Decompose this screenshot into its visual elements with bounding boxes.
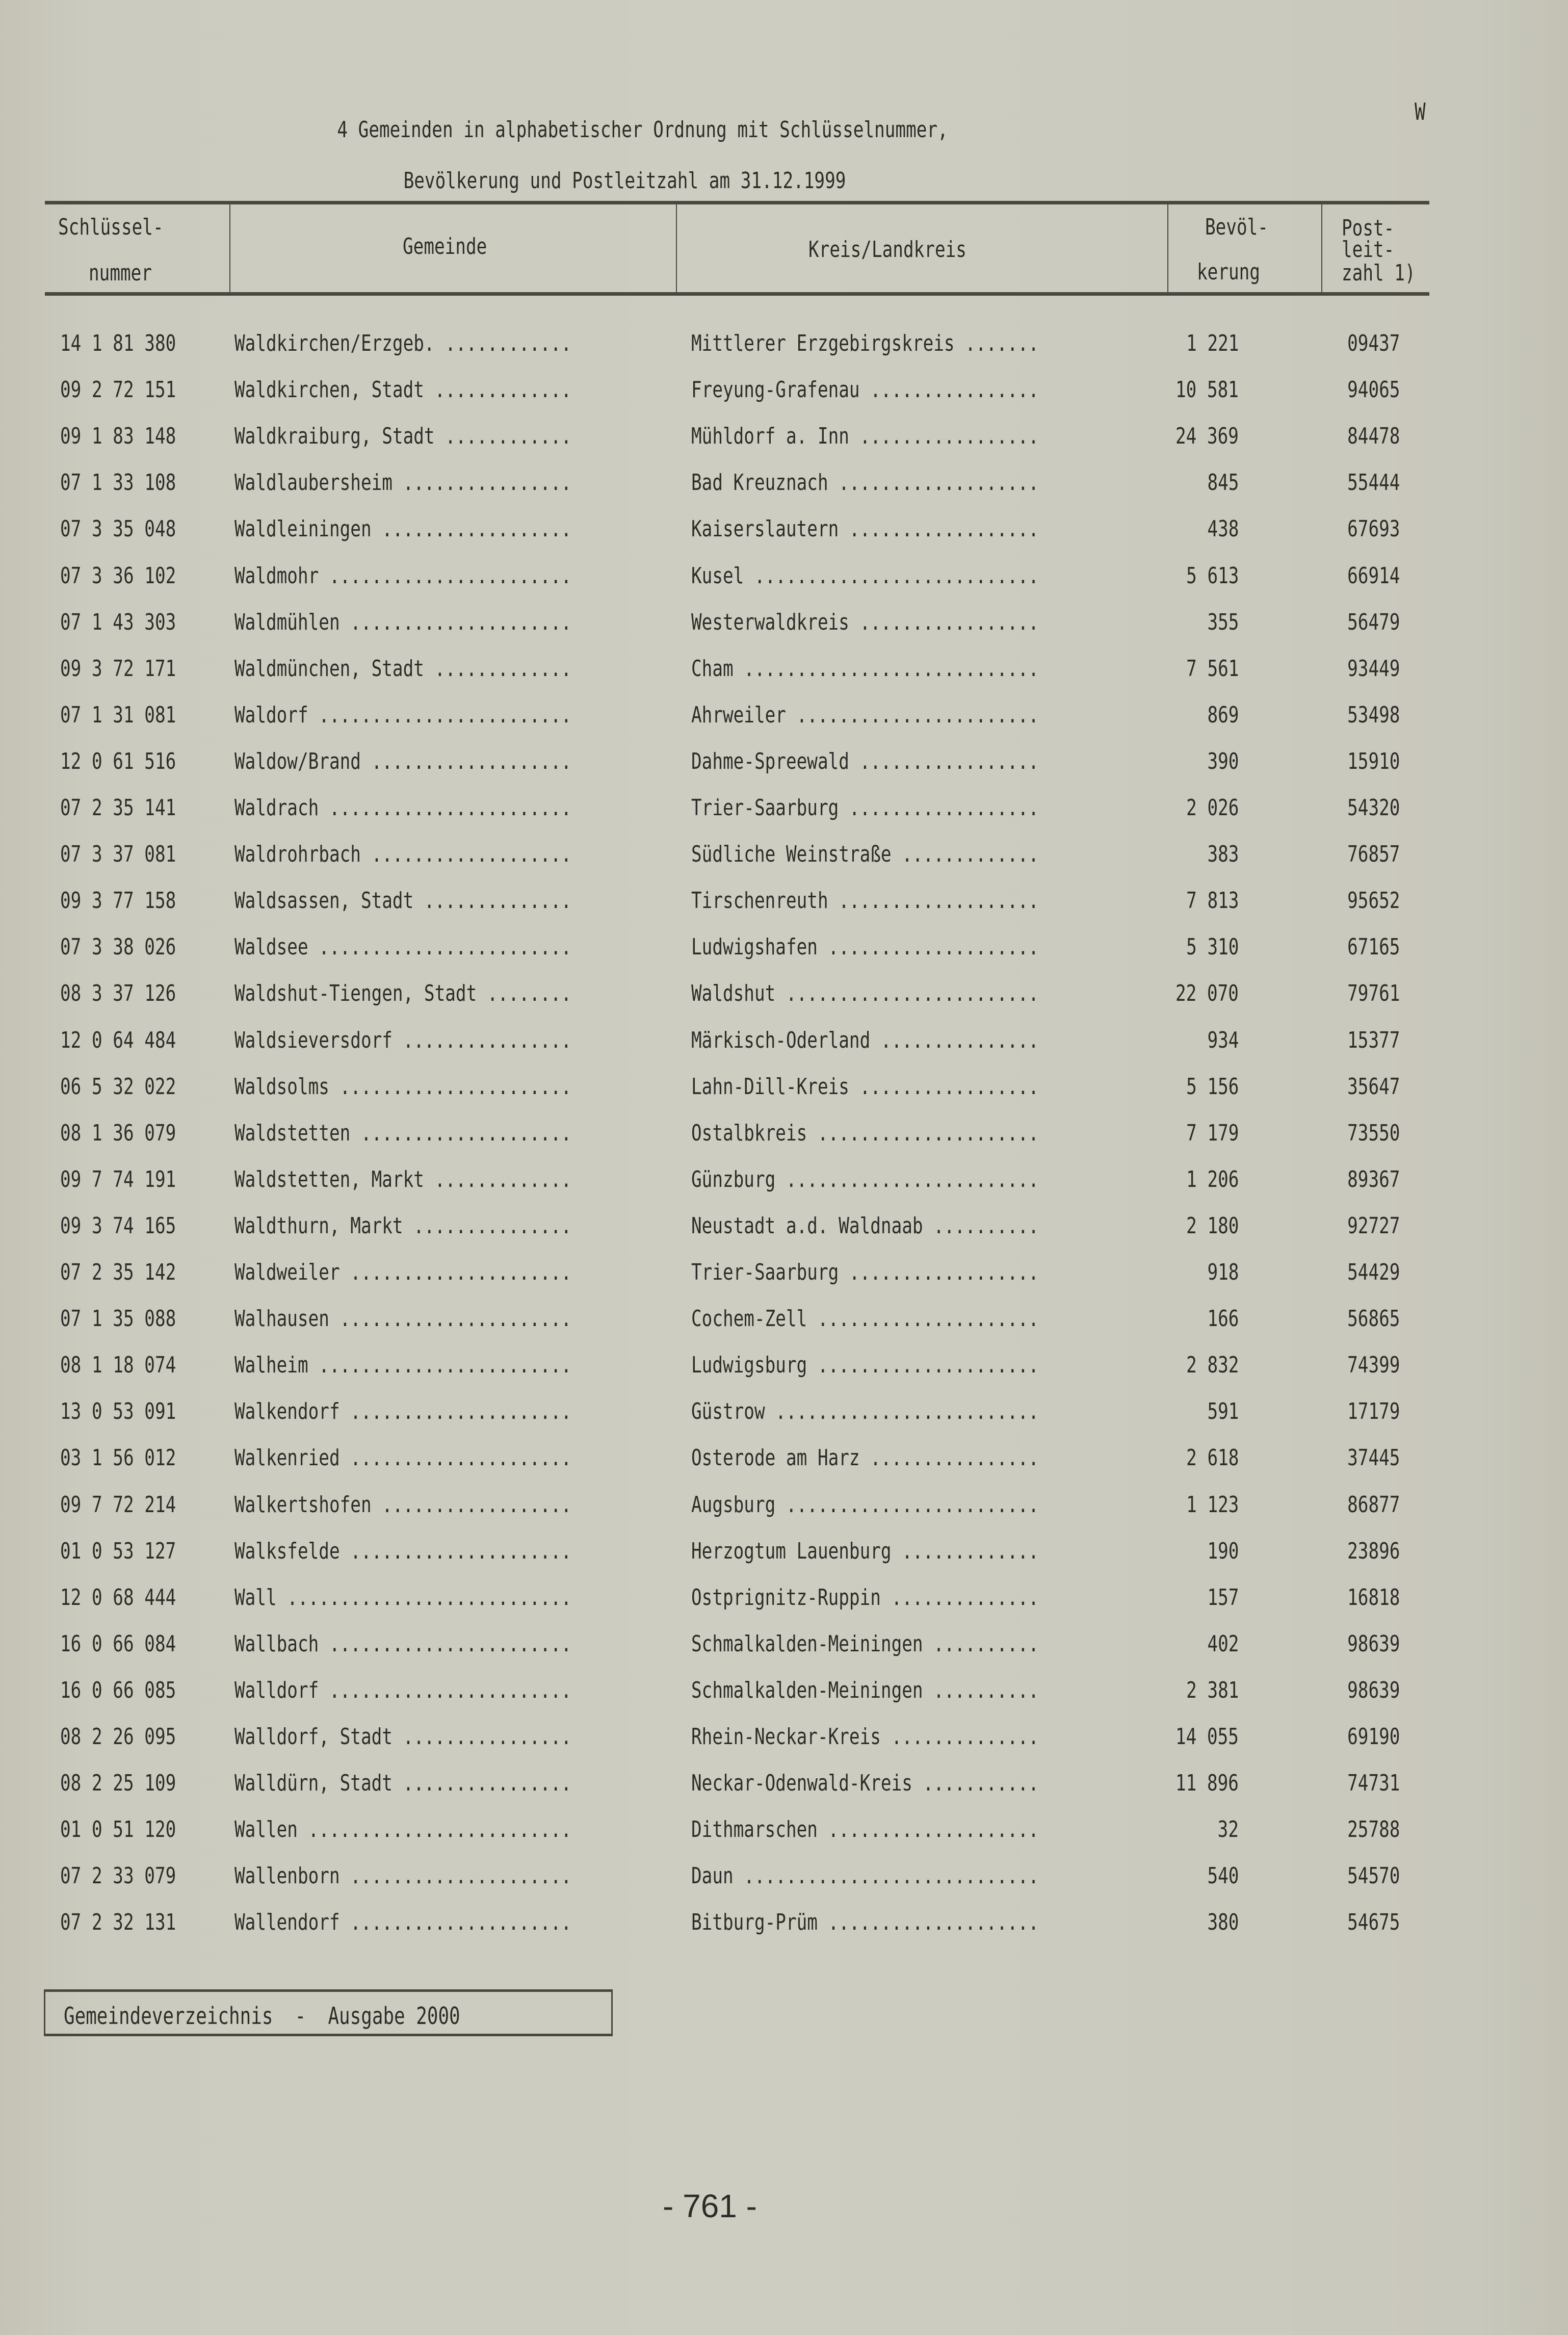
postleitzahl-value: 25788 xyxy=(1347,1817,1400,1843)
schluesselnummer-cell: 07 2 33 079 xyxy=(60,1863,176,1889)
bevoelkerung-value: 5 310 xyxy=(1186,934,1239,961)
schluesselnummer-cell: 07 3 38 026 xyxy=(60,934,176,961)
bevoelkerung-value: 157 xyxy=(1207,1584,1239,1611)
postleitzahl-value: 94065 xyxy=(1347,377,1400,403)
schluesselnummer-cell: 07 1 43 303 xyxy=(60,609,176,635)
kreis-cell: Kusel ........................... xyxy=(691,562,1039,589)
table-row xyxy=(0,793,1568,823)
table-row xyxy=(0,561,1568,591)
kreis-cell: Augsburg ........................ xyxy=(691,1491,1039,1518)
postleitzahl-value: 74731 xyxy=(1347,1770,1400,1797)
schluesselnummer-cell: 08 2 25 109 xyxy=(60,1770,176,1797)
page-title xyxy=(316,92,948,219)
table-row xyxy=(0,1722,1568,1752)
title-line-1: 4 Gemeinden in alphabetischer Ordnung mit Schlüsselnummer, xyxy=(337,117,948,143)
kreis-cell: Freyung-Grafenau ................ xyxy=(691,377,1039,403)
kreis-cell: Daun ............................ xyxy=(691,1863,1039,1889)
kreis-cell: Ludwigshafen .................... xyxy=(691,934,1039,961)
bevoelkerung-value: 166 xyxy=(1207,1306,1239,1332)
table-row xyxy=(0,1582,1568,1613)
header-schluesselnummer: Schlüssel- nummer xyxy=(45,204,230,292)
postleitzahl-value: 95652 xyxy=(1347,888,1400,914)
gemeinde-cell: Walldorf ....................... xyxy=(234,1677,572,1703)
table-row xyxy=(0,1396,1568,1427)
gemeinde-cell: Walhausen ...................... xyxy=(234,1306,572,1332)
table-row xyxy=(0,1350,1568,1381)
bevoelkerung-value: 7 561 xyxy=(1186,655,1239,682)
table-row xyxy=(0,1072,1568,1102)
gemeinde-cell: Waldow/Brand ................... xyxy=(234,748,572,774)
postleitzahl-value: 56479 xyxy=(1347,609,1400,635)
bevoelkerung-value: 5 156 xyxy=(1186,1073,1239,1100)
schluesselnummer-cell: 07 3 36 102 xyxy=(60,562,176,589)
bevoelkerung-value: 845 xyxy=(1207,470,1239,496)
bevoelkerung-value: 934 xyxy=(1207,1027,1239,1053)
schluesselnummer-cell: 09 3 72 171 xyxy=(60,655,176,682)
table-row xyxy=(0,1814,1568,1845)
gemeinde-cell: Waldstetten, Markt ............. xyxy=(234,1166,572,1192)
table-row xyxy=(0,328,1568,359)
table-row xyxy=(0,375,1568,405)
header-gemeinde: Gemeinde xyxy=(229,204,677,292)
bevoelkerung-value: 1 123 xyxy=(1186,1491,1239,1518)
header-bevoelkerung: Bevöl- kerung xyxy=(1167,204,1322,292)
gemeinde-cell: Waldmohr ....................... xyxy=(234,562,572,589)
postleitzahl-value: 54675 xyxy=(1347,1909,1400,1936)
postleitzahl-value: 84478 xyxy=(1347,423,1400,450)
table-row xyxy=(0,1675,1568,1706)
kreis-cell: Ahrweiler ....................... xyxy=(691,702,1039,728)
kreis-cell: Trier-Saarburg .................. xyxy=(691,1259,1039,1285)
kreis-cell: Schmalkalden-Meiningen .......... xyxy=(691,1677,1039,1703)
gemeinde-cell: Waldstetten .................... xyxy=(234,1120,572,1146)
kreis-cell: Lahn-Dill-Kreis ................. xyxy=(691,1073,1039,1100)
page-number: - 761 - xyxy=(663,2188,757,2224)
gemeinde-cell: Waldlaubersheim ................ xyxy=(234,470,572,496)
schluesselnummer-cell: 07 1 33 108 xyxy=(60,470,176,496)
gemeinde-cell: Waldshut-Tiengen, Stadt ........ xyxy=(234,980,572,1007)
bevoelkerung-value: 869 xyxy=(1207,702,1239,728)
schluesselnummer-cell: 07 1 35 088 xyxy=(60,1306,176,1332)
kreis-cell: Bitburg-Prüm .................... xyxy=(691,1909,1039,1936)
table-row xyxy=(0,746,1568,777)
schluesselnummer-cell: 09 7 72 214 xyxy=(60,1491,176,1518)
table-row xyxy=(0,1536,1568,1567)
bevoelkerung-value: 380 xyxy=(1207,1909,1239,1936)
gemeinde-cell: Wallenborn ..................... xyxy=(234,1863,572,1889)
bevoelkerung-value: 540 xyxy=(1207,1863,1239,1889)
bevoelkerung-value: 390 xyxy=(1207,748,1239,774)
postleitzahl-value: 89367 xyxy=(1347,1166,1400,1192)
gemeinde-cell: Walldorf, Stadt ................ xyxy=(234,1724,572,1750)
schluesselnummer-cell: 09 3 74 165 xyxy=(60,1212,176,1239)
bevoelkerung-value: 11 896 xyxy=(1175,1770,1239,1797)
gemeinde-cell: Waldthurn, Markt ............... xyxy=(234,1212,572,1239)
bevoelkerung-value: 1 221 xyxy=(1186,330,1239,356)
schluesselnummer-cell: 14 1 81 380 xyxy=(60,330,176,356)
bevoelkerung-value: 7 179 xyxy=(1186,1120,1239,1146)
postleitzahl-value: 35647 xyxy=(1347,1073,1400,1100)
postleitzahl-value: 98639 xyxy=(1347,1677,1400,1703)
table-row xyxy=(0,514,1568,544)
table-row xyxy=(0,1257,1568,1288)
gemeinde-cell: Waldsolms ...................... xyxy=(234,1073,572,1100)
bevoelkerung-value: 7 813 xyxy=(1186,888,1239,914)
schluesselnummer-cell: 12 0 64 484 xyxy=(60,1027,176,1053)
bevoelkerung-value: 24 369 xyxy=(1175,423,1239,450)
schluesselnummer-cell: 07 2 35 141 xyxy=(60,795,176,821)
schluesselnummer-cell: 07 1 31 081 xyxy=(60,702,176,728)
bevoelkerung-value: 918 xyxy=(1207,1259,1239,1285)
gemeinde-cell: Waldrohrbach ................... xyxy=(234,841,572,868)
kreis-cell: Ostalbkreis ..................... xyxy=(691,1120,1039,1146)
gemeinde-cell: Walkendorf ..................... xyxy=(234,1398,572,1425)
postleitzahl-value: 74399 xyxy=(1347,1352,1400,1379)
section-letter: W xyxy=(1415,98,1426,125)
postleitzahl-value: 67693 xyxy=(1347,516,1400,542)
postleitzahl-value: 17179 xyxy=(1347,1398,1400,1425)
gemeinde-cell: Waldsieversdorf ................ xyxy=(234,1027,572,1053)
table-row xyxy=(0,1118,1568,1149)
table-row xyxy=(0,1211,1568,1241)
gemeinde-cell: Wallbach ....................... xyxy=(234,1630,572,1657)
schluesselnummer-cell: 07 2 35 142 xyxy=(60,1259,176,1285)
table-row xyxy=(0,1025,1568,1056)
postleitzahl-value: 55444 xyxy=(1347,470,1400,496)
postleitzahl-value: 15377 xyxy=(1347,1027,1400,1053)
table-row xyxy=(0,1768,1568,1799)
postleitzahl-value: 73550 xyxy=(1347,1120,1400,1146)
bevoelkerung-value: 2 832 xyxy=(1186,1352,1239,1379)
gemeinde-cell: Wallendorf ..................... xyxy=(234,1909,572,1936)
schluesselnummer-cell: 01 0 51 120 xyxy=(60,1817,176,1843)
table-row xyxy=(0,1490,1568,1520)
kreis-cell: Ludwigsburg ..................... xyxy=(691,1352,1039,1379)
table-row xyxy=(0,1907,1568,1938)
table-row xyxy=(0,978,1568,1009)
bevoelkerung-value: 10 581 xyxy=(1175,377,1239,403)
postleitzahl-value: 56865 xyxy=(1347,1306,1400,1332)
gemeinde-cell: Waldweiler ..................... xyxy=(234,1259,572,1285)
table-row xyxy=(0,468,1568,498)
postleitzahl-value: 15910 xyxy=(1347,748,1400,774)
gemeinde-cell: Waldkirchen/Erzgeb. ............ xyxy=(234,330,572,356)
table-row xyxy=(0,1861,1568,1891)
schluesselnummer-cell: 01 0 53 127 xyxy=(60,1538,176,1564)
schluesselnummer-cell: 08 3 37 126 xyxy=(60,980,176,1007)
bevoelkerung-value: 14 055 xyxy=(1175,1724,1239,1750)
schluesselnummer-cell: 09 3 77 158 xyxy=(60,888,176,914)
kreis-cell: Westerwaldkreis ................. xyxy=(691,609,1039,635)
kreis-cell: Dahme-Spreewald ................. xyxy=(691,748,1039,774)
bevoelkerung-value: 383 xyxy=(1207,841,1239,868)
kreis-cell: Dithmarschen .................... xyxy=(691,1817,1039,1843)
schluesselnummer-cell: 09 2 72 151 xyxy=(60,377,176,403)
title-line-2: Bevölkerung und Postleitzahl am 31.12.1999 xyxy=(403,168,846,194)
gemeinde-cell: Waldkirchen, Stadt ............. xyxy=(234,377,572,403)
table-row xyxy=(0,421,1568,452)
schluesselnummer-cell: 08 2 26 095 xyxy=(60,1724,176,1750)
kreis-cell: Osterode am Harz ................ xyxy=(691,1445,1039,1471)
kreis-cell: Waldshut ........................ xyxy=(691,980,1039,1007)
header-postleitzahl: Post- leit- zahl 1) xyxy=(1342,215,1416,286)
kreis-cell: Günzburg ........................ xyxy=(691,1166,1039,1192)
postleitzahl-value: 79761 xyxy=(1347,980,1400,1007)
postleitzahl-value: 53498 xyxy=(1347,702,1400,728)
bevoelkerung-value: 2 180 xyxy=(1186,1212,1239,1239)
kreis-cell: Mittlerer Erzgebirgskreis ....... xyxy=(691,330,1039,356)
schluesselnummer-cell: 03 1 56 012 xyxy=(60,1445,176,1471)
kreis-cell: Güstrow ......................... xyxy=(691,1398,1039,1425)
gemeinde-cell: Walksfelde ..................... xyxy=(234,1538,572,1564)
gemeinde-cell: Waldkraiburg, Stadt ............ xyxy=(234,423,572,450)
table-header xyxy=(45,201,1429,296)
kreis-cell: Schmalkalden-Meiningen .......... xyxy=(691,1630,1039,1657)
schluesselnummer-cell: 08 1 18 074 xyxy=(60,1352,176,1379)
kreis-cell: Mühldorf a. Inn ................. xyxy=(691,423,1039,450)
bevoelkerung-value: 438 xyxy=(1207,516,1239,542)
kreis-cell: Tirschenreuth ................... xyxy=(691,888,1039,914)
postleitzahl-value: 23896 xyxy=(1347,1538,1400,1564)
postleitzahl-value: 76857 xyxy=(1347,841,1400,868)
schluesselnummer-cell: 07 2 32 131 xyxy=(60,1909,176,1936)
bevoelkerung-value: 5 613 xyxy=(1186,562,1239,589)
schluesselnummer-cell: 07 3 35 048 xyxy=(60,516,176,542)
gemeinde-cell: Walkenried ..................... xyxy=(234,1445,572,1471)
table-row xyxy=(0,654,1568,684)
kreis-cell: Rhein-Neckar-Kreis .............. xyxy=(691,1724,1039,1750)
gemeinde-cell: Waldmünchen, Stadt ............. xyxy=(234,655,572,682)
gemeinde-cell: Walheim ........................ xyxy=(234,1352,572,1379)
gemeinde-cell: Wall ........................... xyxy=(234,1584,572,1611)
gemeinde-cell: Waldmühlen ..................... xyxy=(234,609,572,635)
gemeinde-cell: Walldürn, Stadt ................ xyxy=(234,1770,572,1797)
table-row xyxy=(0,932,1568,963)
postleitzahl-value: 54429 xyxy=(1347,1259,1400,1285)
kreis-cell: Bad Kreuznach ................... xyxy=(691,470,1039,496)
publication-label: Gemeindeverzeichnis - Ausgabe 2000 xyxy=(64,2002,460,2030)
kreis-cell: Trier-Saarburg .................. xyxy=(691,795,1039,821)
postleitzahl-value: 92727 xyxy=(1347,1212,1400,1239)
postleitzahl-value: 54570 xyxy=(1347,1863,1400,1889)
postleitzahl-value: 66914 xyxy=(1347,562,1400,589)
gemeinde-cell: Waldorf ........................ xyxy=(234,702,572,728)
gemeinde-cell: Walkertshofen .................. xyxy=(234,1491,572,1518)
schluesselnummer-cell: 12 0 68 444 xyxy=(60,1584,176,1611)
gemeinde-cell: Waldleiningen .................. xyxy=(234,516,572,542)
postleitzahl-value: 54320 xyxy=(1347,795,1400,821)
header-kreis: Kreis/Landkreis xyxy=(676,204,1168,292)
bevoelkerung-value: 1 206 xyxy=(1186,1166,1239,1192)
table-row xyxy=(0,1164,1568,1195)
schluesselnummer-cell: 12 0 61 516 xyxy=(60,748,176,774)
bevoelkerung-value: 22 070 xyxy=(1175,980,1239,1007)
postleitzahl-value: 16818 xyxy=(1347,1584,1400,1611)
postleitzahl-value: 93449 xyxy=(1347,655,1400,682)
gemeinde-cell: Waldsee ........................ xyxy=(234,934,572,961)
bevoelkerung-value: 402 xyxy=(1207,1630,1239,1657)
schluesselnummer-cell: 07 3 37 081 xyxy=(60,841,176,868)
bevoelkerung-value: 355 xyxy=(1207,609,1239,635)
bevoelkerung-value: 591 xyxy=(1207,1398,1239,1425)
schluesselnummer-cell: 16 0 66 085 xyxy=(60,1677,176,1703)
schluesselnummer-cell: 08 1 36 079 xyxy=(60,1120,176,1146)
table-row xyxy=(0,1304,1568,1334)
bevoelkerung-value: 2 618 xyxy=(1186,1445,1239,1471)
table-row xyxy=(0,839,1568,870)
kreis-cell: Kaiserslautern .................. xyxy=(691,516,1039,542)
table-row xyxy=(0,1629,1568,1659)
schluesselnummer-cell: 13 0 53 091 xyxy=(60,1398,176,1425)
table-row xyxy=(0,886,1568,916)
bevoelkerung-value: 2 026 xyxy=(1186,795,1239,821)
table-row xyxy=(0,607,1568,638)
gemeinde-cell: Wallen ......................... xyxy=(234,1817,572,1843)
bevoelkerung-value: 190 xyxy=(1207,1538,1239,1564)
table-row xyxy=(0,700,1568,731)
postleitzahl-value: 09437 xyxy=(1347,330,1400,356)
kreis-cell: Neustadt a.d. Waldnaab .......... xyxy=(691,1212,1039,1239)
kreis-cell: Ostprignitz-Ruppin .............. xyxy=(691,1584,1039,1611)
schluesselnummer-cell: 09 7 74 191 xyxy=(60,1166,176,1192)
gemeinde-cell: Waldsassen, Stadt .............. xyxy=(234,888,572,914)
schluesselnummer-cell: 09 1 83 148 xyxy=(60,423,176,450)
kreis-cell: Märkisch-Oderland ............... xyxy=(691,1027,1039,1053)
kreis-cell: Cham ............................ xyxy=(691,655,1039,682)
kreis-cell: Herzogtum Lauenburg ............. xyxy=(691,1538,1039,1564)
kreis-cell: Cochem-Zell ..................... xyxy=(691,1306,1039,1332)
kreis-cell: Neckar-Odenwald-Kreis ........... xyxy=(691,1770,1039,1797)
bevoelkerung-value: 2 381 xyxy=(1186,1677,1239,1703)
table-row xyxy=(0,1443,1568,1473)
schluesselnummer-cell: 16 0 66 084 xyxy=(60,1630,176,1657)
bevoelkerung-value: 32 xyxy=(1217,1817,1239,1843)
schluesselnummer-cell: 06 5 32 022 xyxy=(60,1073,176,1100)
postleitzahl-value: 98639 xyxy=(1347,1630,1400,1657)
postleitzahl-value: 67165 xyxy=(1347,934,1400,961)
kreis-cell: Südliche Weinstraße ............. xyxy=(691,841,1039,868)
publication-footer xyxy=(44,1989,613,2036)
postleitzahl-value: 69190 xyxy=(1347,1724,1400,1750)
postleitzahl-value: 37445 xyxy=(1347,1445,1400,1471)
gemeinde-cell: Waldrach ....................... xyxy=(234,795,572,821)
postleitzahl-value: 86877 xyxy=(1347,1491,1400,1518)
